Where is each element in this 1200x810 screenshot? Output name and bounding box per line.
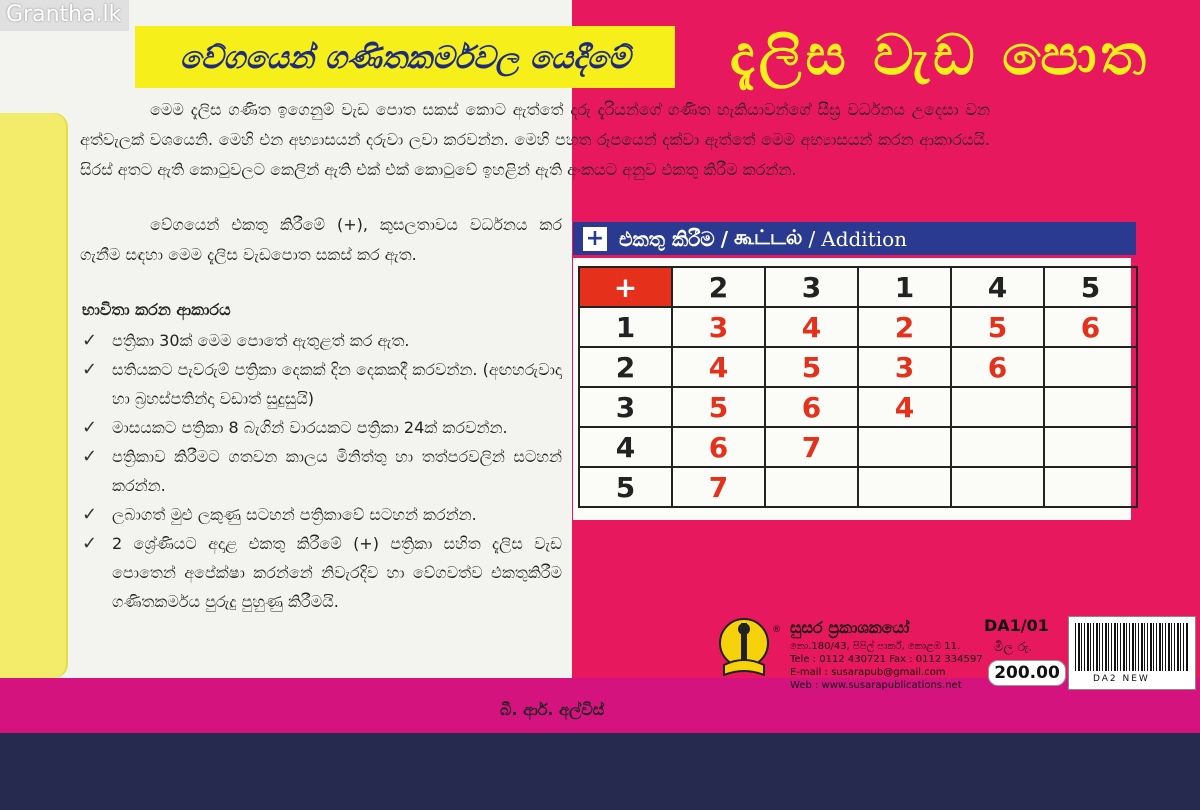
- column-header: 3: [765, 267, 858, 307]
- row-header: 2: [579, 347, 672, 387]
- column-header: 1: [858, 267, 951, 307]
- row-header: 1: [579, 307, 672, 347]
- intro-paragraph: [80, 95, 990, 185]
- addition-header: [573, 222, 1136, 255]
- addition-grid: [578, 266, 1138, 508]
- corner-cell: +: [579, 267, 672, 307]
- plus-icon: +: [583, 227, 607, 251]
- checkmark-icon: ✓: [82, 417, 98, 438]
- product-code: DA1/01: [984, 616, 1049, 635]
- publisher-web[interactable]: Web : www.susarapublications.net: [790, 680, 962, 691]
- answer-cell[interactable]: [951, 387, 1044, 427]
- answer-cell[interactable]: 4: [672, 347, 765, 387]
- answer-cell[interactable]: 7: [672, 467, 765, 507]
- row-header: 5: [579, 467, 672, 507]
- publisher-email[interactable]: E-mail : susarapub@gmail.com: [790, 667, 946, 678]
- answer-cell[interactable]: 4: [858, 387, 951, 427]
- answer-cell[interactable]: 3: [858, 347, 951, 387]
- answer-cell[interactable]: 6: [765, 387, 858, 427]
- list-item: [80, 529, 562, 616]
- answer-cell[interactable]: [951, 467, 1044, 507]
- usage-heading: භාවිතා කරන ආකාරය: [82, 300, 231, 319]
- answer-cell[interactable]: [951, 427, 1044, 467]
- answer-cell[interactable]: [1044, 387, 1137, 427]
- answer-cell[interactable]: 6: [672, 427, 765, 467]
- watermark: Grantha.lk: [0, 0, 129, 31]
- answer-cell[interactable]: [858, 467, 951, 507]
- checkmark-icon: ✓: [82, 359, 98, 380]
- list-item: [80, 442, 562, 500]
- publisher-address: නො.180/43, පිපිල් පාර්ක්, කොළඹ 11.: [790, 641, 961, 652]
- addition-label-sinhala: එකතු කිරීම: [619, 226, 715, 251]
- publisher-phone: Tele : 0112 430721 Fax : 0112 334597: [790, 654, 983, 665]
- title-right: දැලිස වැඩ පොත: [729, 23, 1151, 88]
- answer-cell[interactable]: [765, 467, 858, 507]
- table-row: [579, 467, 1137, 507]
- addition-label-english: Addition: [821, 226, 908, 251]
- answer-cell[interactable]: 3: [672, 307, 765, 347]
- barcode-icon: [1075, 623, 1189, 671]
- answer-cell[interactable]: [1044, 347, 1137, 387]
- purpose-text: වේගයෙන් එකතු කිරීමේ (+), කුසලතාවය වර්ධනය කර ගැනීම සඳහා මෙම දැලිස වැඩපොත සකස් කර ඇත.: [80, 215, 562, 264]
- list-item-text: 2 ශ්‍රේණියට අදාළ එකතු කිරීමේ (+) පත්‍රිකා සහිත දැලිස වැඩ පොතෙන් අපේක්ෂා කරන්නේ නිවැරදිව හා වේගවත්ව එකතුකිරීම ගණිතකර්මය පුරුදු පුහුණු කිරීමයි.: [112, 534, 562, 611]
- separator: /: [720, 226, 728, 251]
- answer-cell[interactable]: 5: [765, 347, 858, 387]
- table-row: [579, 307, 1137, 347]
- table-row: [579, 427, 1137, 467]
- answer-cell[interactable]: [858, 427, 951, 467]
- list-item-text: ලබාගත් මුළු ලකුණු සටහන් පත්‍රිකාවේ සටහන් කරන්න.: [112, 505, 477, 524]
- answer-cell[interactable]: 6: [951, 347, 1044, 387]
- publisher-logo-icon: [718, 615, 770, 687]
- registered-mark: ®: [772, 625, 781, 635]
- list-item-text: මාසයකට පත්‍රිකා 8 බැගින් වාරයකට පත්‍රිකා 24ක් කරවන්න.: [112, 418, 508, 437]
- answer-cell[interactable]: [1044, 467, 1137, 507]
- price-value: 200.00: [988, 660, 1066, 686]
- barcode-label: DA2 NEW: [1093, 674, 1150, 684]
- checkmark-icon: ✓: [82, 533, 98, 554]
- title-left: වේගයෙන් ගණිතකර්මවල යෙදීමේ: [179, 39, 631, 76]
- purpose-paragraph: [80, 210, 562, 270]
- answer-cell[interactable]: 2: [858, 307, 951, 347]
- table-row: [579, 267, 1137, 307]
- answer-cell[interactable]: 4: [765, 307, 858, 347]
- checkmark-icon: ✓: [82, 330, 98, 351]
- list-item: [80, 355, 562, 413]
- column-header: 2: [672, 267, 765, 307]
- bottom-navy-band: [0, 733, 1200, 810]
- usage-list: [80, 326, 562, 616]
- price-label: මිල රු.: [994, 640, 1033, 655]
- addition-label-tamil: கூட்டல்: [734, 225, 803, 249]
- separator: /: [808, 226, 816, 251]
- intro-text: මෙම දැලිස ගණිත ඉගෙනුම් වැඩ පොත සකස් කොට ඇත්තේ දරු දැරියන්ගේ ගණිත හැකියාවන්ගේ සීඝ්‍ර වර්ධනය උදෙසා වන අත්වැලක් වශයෙනි. මෙහි එන අභ්‍යාසයන් දරුවා ලවා කරවන්න. මෙහි පහත රූපයෙන් දක්වා ඇත්තේ මෙම අභ්‍යාසයන් කරන ආකාරයයි. සිරස් අතට ඇති කොටුවලට කෙලින් ඇති එක් එක් කොටුවේ ඉහළින් ඇති අංකයට අනුව එකතු කිරීම කරන්න.: [80, 100, 990, 179]
- barcode-box: [1068, 616, 1196, 690]
- checkmark-icon: ✓: [82, 504, 98, 525]
- list-item-text: පත්‍රිකා 30ක් මෙම පොතේ ඇතුළත් කර ඇත.: [112, 331, 410, 350]
- author-name: බී. ආර්. අල්විස්: [500, 700, 605, 719]
- table-row: [579, 387, 1137, 427]
- answer-cell[interactable]: [1044, 427, 1137, 467]
- list-item-text: පත්‍රිකාව කිරීමට ගතවන කාලය මිනිත්තු හා තත්පරවලින් සටහන් කරන්න.: [112, 447, 562, 495]
- column-header: 4: [951, 267, 1044, 307]
- answer-cell[interactable]: 5: [672, 387, 765, 427]
- row-header: 4: [579, 427, 672, 467]
- checkmark-icon: ✓: [82, 446, 98, 467]
- publisher-name: සුසර ප්‍රකාශකයෝ: [790, 618, 910, 637]
- answer-cell[interactable]: 7: [765, 427, 858, 467]
- table-row: [579, 347, 1137, 387]
- row-header: 3: [579, 387, 672, 427]
- column-header: 5: [1044, 267, 1137, 307]
- list-item: [80, 326, 562, 355]
- yellow-side-tab: [0, 113, 68, 678]
- list-item: [80, 413, 562, 442]
- answer-cell[interactable]: 6: [1044, 307, 1137, 347]
- list-item: [80, 500, 562, 529]
- list-item-text: සතියකට පැවරුම් පත්‍රිකා දෙකක් දින දෙකකදී කරවන්න. (අඟහරුවාදා හා බ්‍රහස්පතින්දා වඩාත් සුදුසුයි): [112, 360, 562, 408]
- answer-cell[interactable]: 5: [951, 307, 1044, 347]
- publisher-info: [790, 640, 983, 692]
